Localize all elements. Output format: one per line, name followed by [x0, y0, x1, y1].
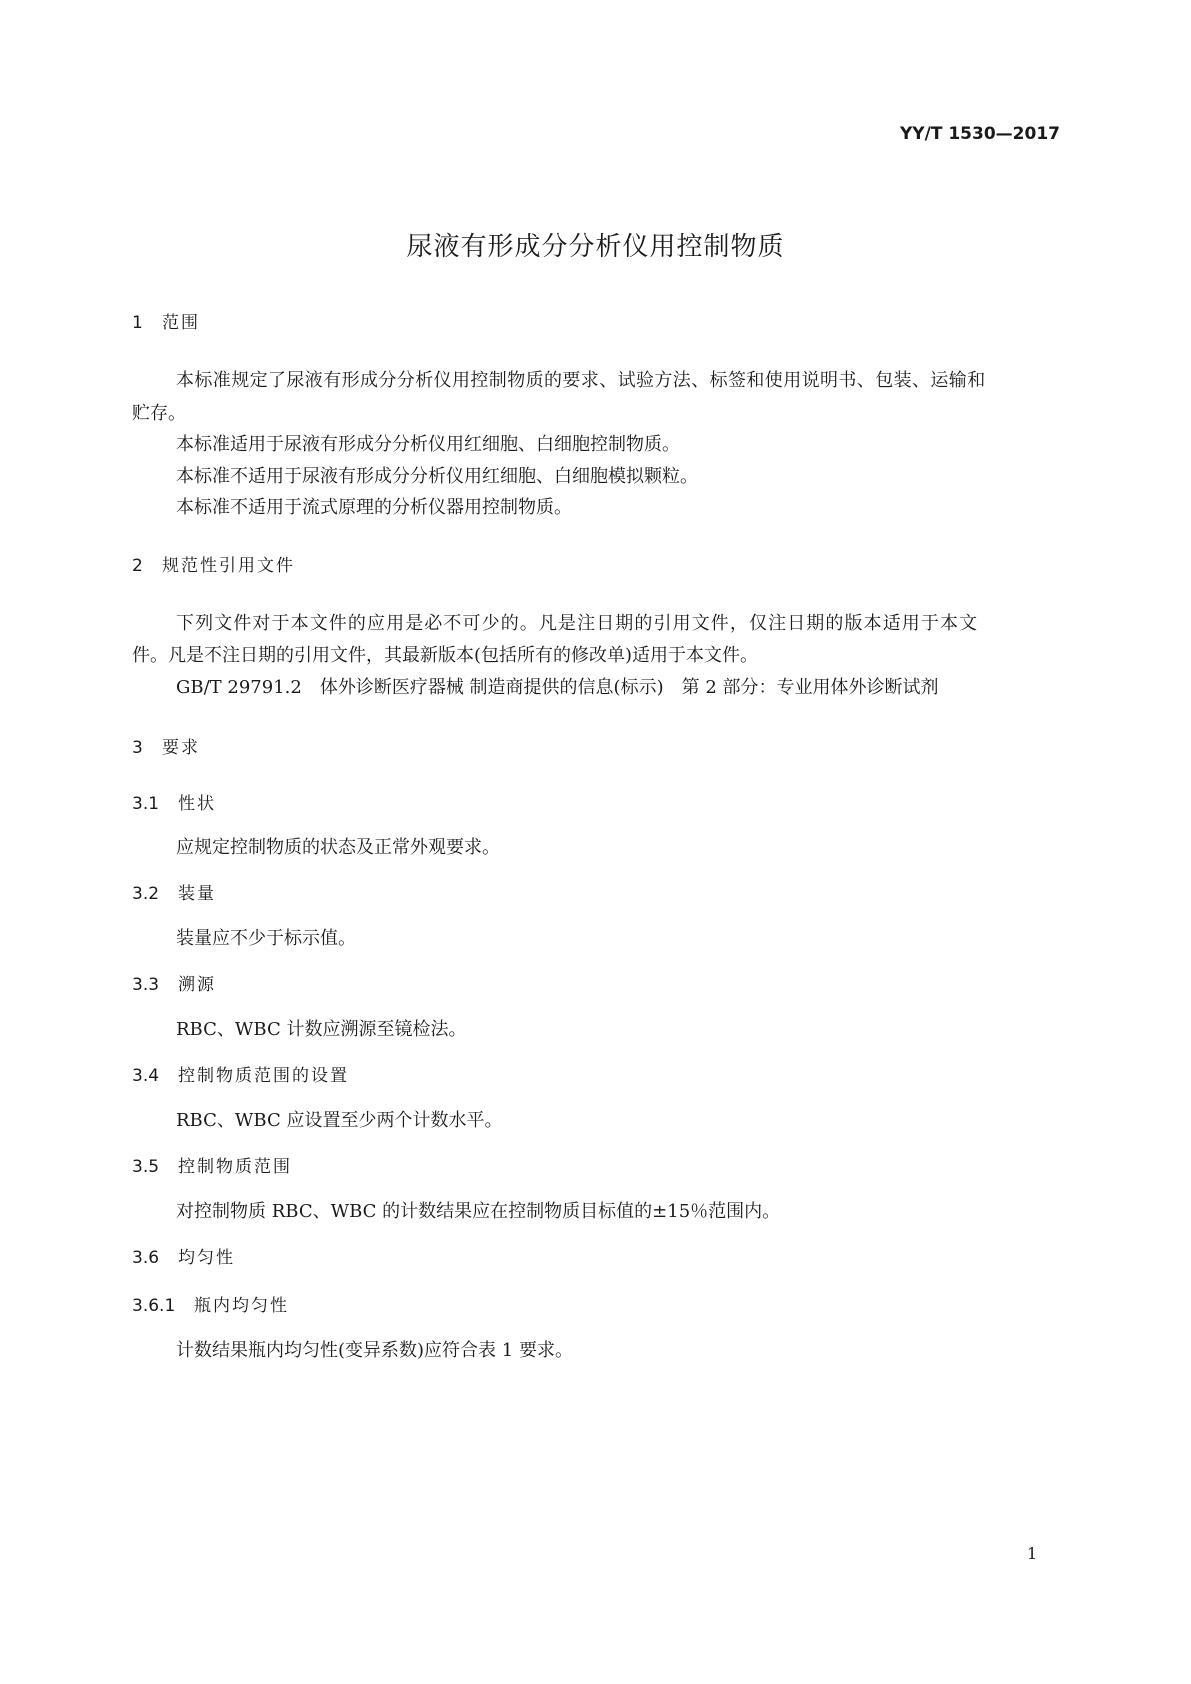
normative-reference: GB/T 29791.2 体外诊断医疗器械 制造商提供的信息(标示) 第 2 部分：专业用体外诊断试剂: [176, 677, 939, 698]
page-number: 1: [1027, 1544, 1038, 1563]
standard-number: YY/T 1530—2017: [900, 124, 1060, 144]
paragraph: RBC、WBC 计数应溯源至镜检法。: [176, 1019, 467, 1040]
section-title: 规范性引用文件: [162, 556, 295, 576]
paragraph-continuation: 件。凡是不注日期的引用文件，其最新版本(包括所有的修改单)适用于本文件。: [132, 645, 759, 666]
section-heading-3-4: [132, 1061, 349, 1086]
section-heading-3-3: [132, 970, 216, 995]
section-title: 要求: [162, 738, 200, 758]
paragraph: 本标准适用于尿液有形成分分析仪用红细胞、白细胞控制物质。: [176, 434, 680, 455]
paragraph: RBC、WBC 应设置至少两个计数水平。: [176, 1110, 503, 1131]
section-heading-3-5: [132, 1152, 292, 1177]
paragraph: 装量应不少于标示值。: [176, 928, 356, 949]
section-number: 3: [132, 738, 143, 758]
paragraph-continuation: 贮存。: [132, 403, 186, 424]
paragraph: 下列文件对于本文件的应用是必不可少的。凡是注日期的引用文件，仅注日期的版本适用于本文: [176, 613, 979, 634]
section-title: 控制物质范围的设置: [178, 1066, 349, 1086]
section-number: 3.5: [132, 1157, 160, 1177]
section-number: 3.6.1: [132, 1296, 176, 1316]
section-heading-2: [132, 551, 295, 576]
section-title: 装量: [178, 884, 216, 904]
paragraph: 对控制物质 RBC、WBC 的计数结果应在控制物质目标值的±15％范围内。: [176, 1201, 781, 1222]
section-heading-3: [132, 733, 200, 758]
section-number: 1: [132, 313, 143, 333]
section-number: 3.1: [132, 794, 160, 814]
section-heading-3-6: [132, 1243, 235, 1268]
section-number: 3.3: [132, 975, 160, 995]
section-title: 范围: [162, 313, 200, 333]
section-title: 性状: [178, 794, 216, 814]
section-number: 3.4: [132, 1066, 160, 1086]
document-title: 尿液有形成分分析仪用控制物质: [406, 232, 785, 262]
section-title: 控制物质范围: [178, 1157, 292, 1177]
section-number: 2: [132, 556, 143, 576]
section-number: 3.6: [132, 1248, 160, 1268]
paragraph: 计数结果瓶内均匀性(变异系数)应符合表 1 要求。: [176, 1340, 573, 1361]
section-heading-3-1: [132, 789, 216, 814]
section-heading-1: [132, 308, 200, 333]
paragraph: 本标准不适用于尿液有形成分分析仪用红细胞、白细胞模拟颗粒。: [176, 466, 698, 487]
paragraph: 本标准不适用于流式原理的分析仪器用控制物质。: [176, 497, 572, 518]
paragraph: 应规定控制物质的状态及正常外观要求。: [176, 837, 500, 858]
section-heading-3-2: [132, 879, 216, 904]
section-heading-3-6-1: [132, 1291, 289, 1316]
section-number: 3.2: [132, 884, 160, 904]
section-title: 均匀性: [178, 1248, 235, 1268]
section-title: 瓶内均匀性: [194, 1296, 289, 1316]
section-title: 溯源: [178, 975, 216, 995]
paragraph: 本标准规定了尿液有形成分分析仪用控制物质的要求、试验方法、标签和使用说明书、包装、运输和: [176, 370, 986, 391]
